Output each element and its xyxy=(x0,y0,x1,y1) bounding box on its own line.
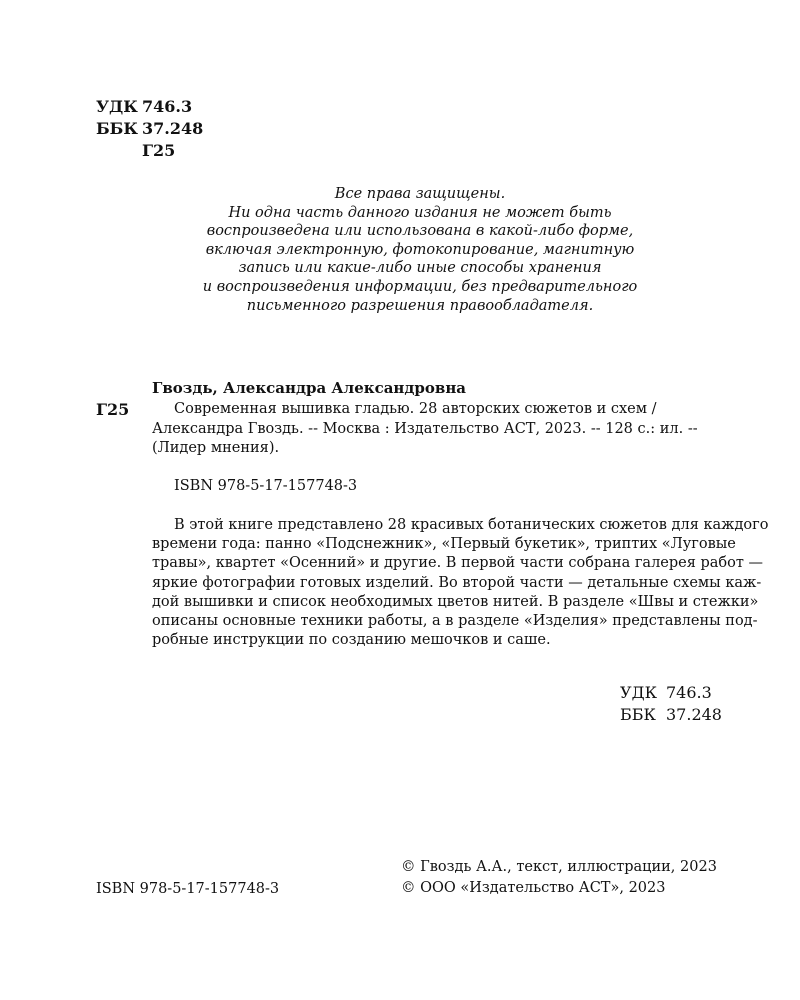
bbk-label: ББК xyxy=(620,705,656,724)
udk-value: 746.3 xyxy=(142,97,193,116)
udk-label: УДК xyxy=(620,683,657,702)
classification-codes-bottom xyxy=(620,682,722,726)
bbk-label: ББК xyxy=(96,119,138,138)
bbk-row xyxy=(96,118,203,140)
rights-line: включая электронную, фотокопирование, магнитную xyxy=(205,241,635,258)
rights-line: запись или какие-либо иные способы хранения xyxy=(238,260,602,277)
bibliographic-author-sign: Г25 xyxy=(96,400,130,419)
bibliographic-description xyxy=(152,400,722,459)
annotation-line: дой вышивки и список необходимых цветов нитей. В разделе «Швы и стежки» xyxy=(152,593,759,610)
annotation-line: времени года: панно «Подснежник», «Первый букетик», триптих «Луговые xyxy=(152,536,736,553)
isbn-footer: ISBN 978-5-17-157748-3 xyxy=(96,881,280,897)
rights-line: Все права защищены. xyxy=(334,186,506,202)
copyright-line: © ООО «Издательство АСТ», 2023 xyxy=(401,880,666,896)
rights-line: письменного разрешения правообладателя. xyxy=(246,297,594,314)
annotation xyxy=(152,516,769,650)
udk-label: УДК xyxy=(96,97,138,116)
annotation-line: яркие фотографии готовых изделий. Во второй части — детальные схемы каж- xyxy=(152,574,762,591)
bibliographic-author: Гвоздь, Александра Александровна xyxy=(152,379,467,397)
annotation-line: травы», квартет «Осенний» и другие. В первой части собрана галерея работ — xyxy=(152,555,764,572)
bibliographic-line: Александра Гвоздь. -- Москва : Издательство АСТ, 2023. -- 128 с.: ил. -- xyxy=(152,420,698,437)
copyright-notices xyxy=(401,857,717,899)
annotation-line: В этой книге представлено 28 красивых ботанических сюжетов для каждого xyxy=(174,517,769,533)
bbk-value: 37.248 xyxy=(666,705,722,724)
copyright-line: © Гвоздь А.А., текст, иллюстрации, 2023 xyxy=(401,859,717,875)
annotation-line: робные инструкции по созданию мешочков и саше. xyxy=(152,632,551,649)
bbk-value: 37.248 xyxy=(142,119,204,138)
bibliographic-line: (Лидер мнения). xyxy=(152,440,280,456)
rights-line: воспроизведена или использована в какой-либо форме, xyxy=(206,223,634,240)
bibliographic-line: Современная вышивка гладью. 28 авторских сюжетов и схем / xyxy=(174,401,657,417)
udk-value: 746.3 xyxy=(666,683,712,702)
rights-line: и воспроизведения информации, без предварительного xyxy=(202,278,638,295)
bbk-row xyxy=(620,704,722,726)
udk-row xyxy=(620,682,722,704)
udk-row xyxy=(96,96,203,118)
rights-line: Ни одна часть данного издания не может быть xyxy=(228,204,612,221)
rights-notice xyxy=(150,185,690,315)
author-sign-top: Г25 xyxy=(142,141,176,160)
isbn-main: ISBN 978-5-17-157748-3 xyxy=(174,478,358,494)
annotation-line: описаны основные техники работы, а в разделе «Изделия» представлены под- xyxy=(152,613,758,630)
classification-codes-top xyxy=(96,96,203,162)
